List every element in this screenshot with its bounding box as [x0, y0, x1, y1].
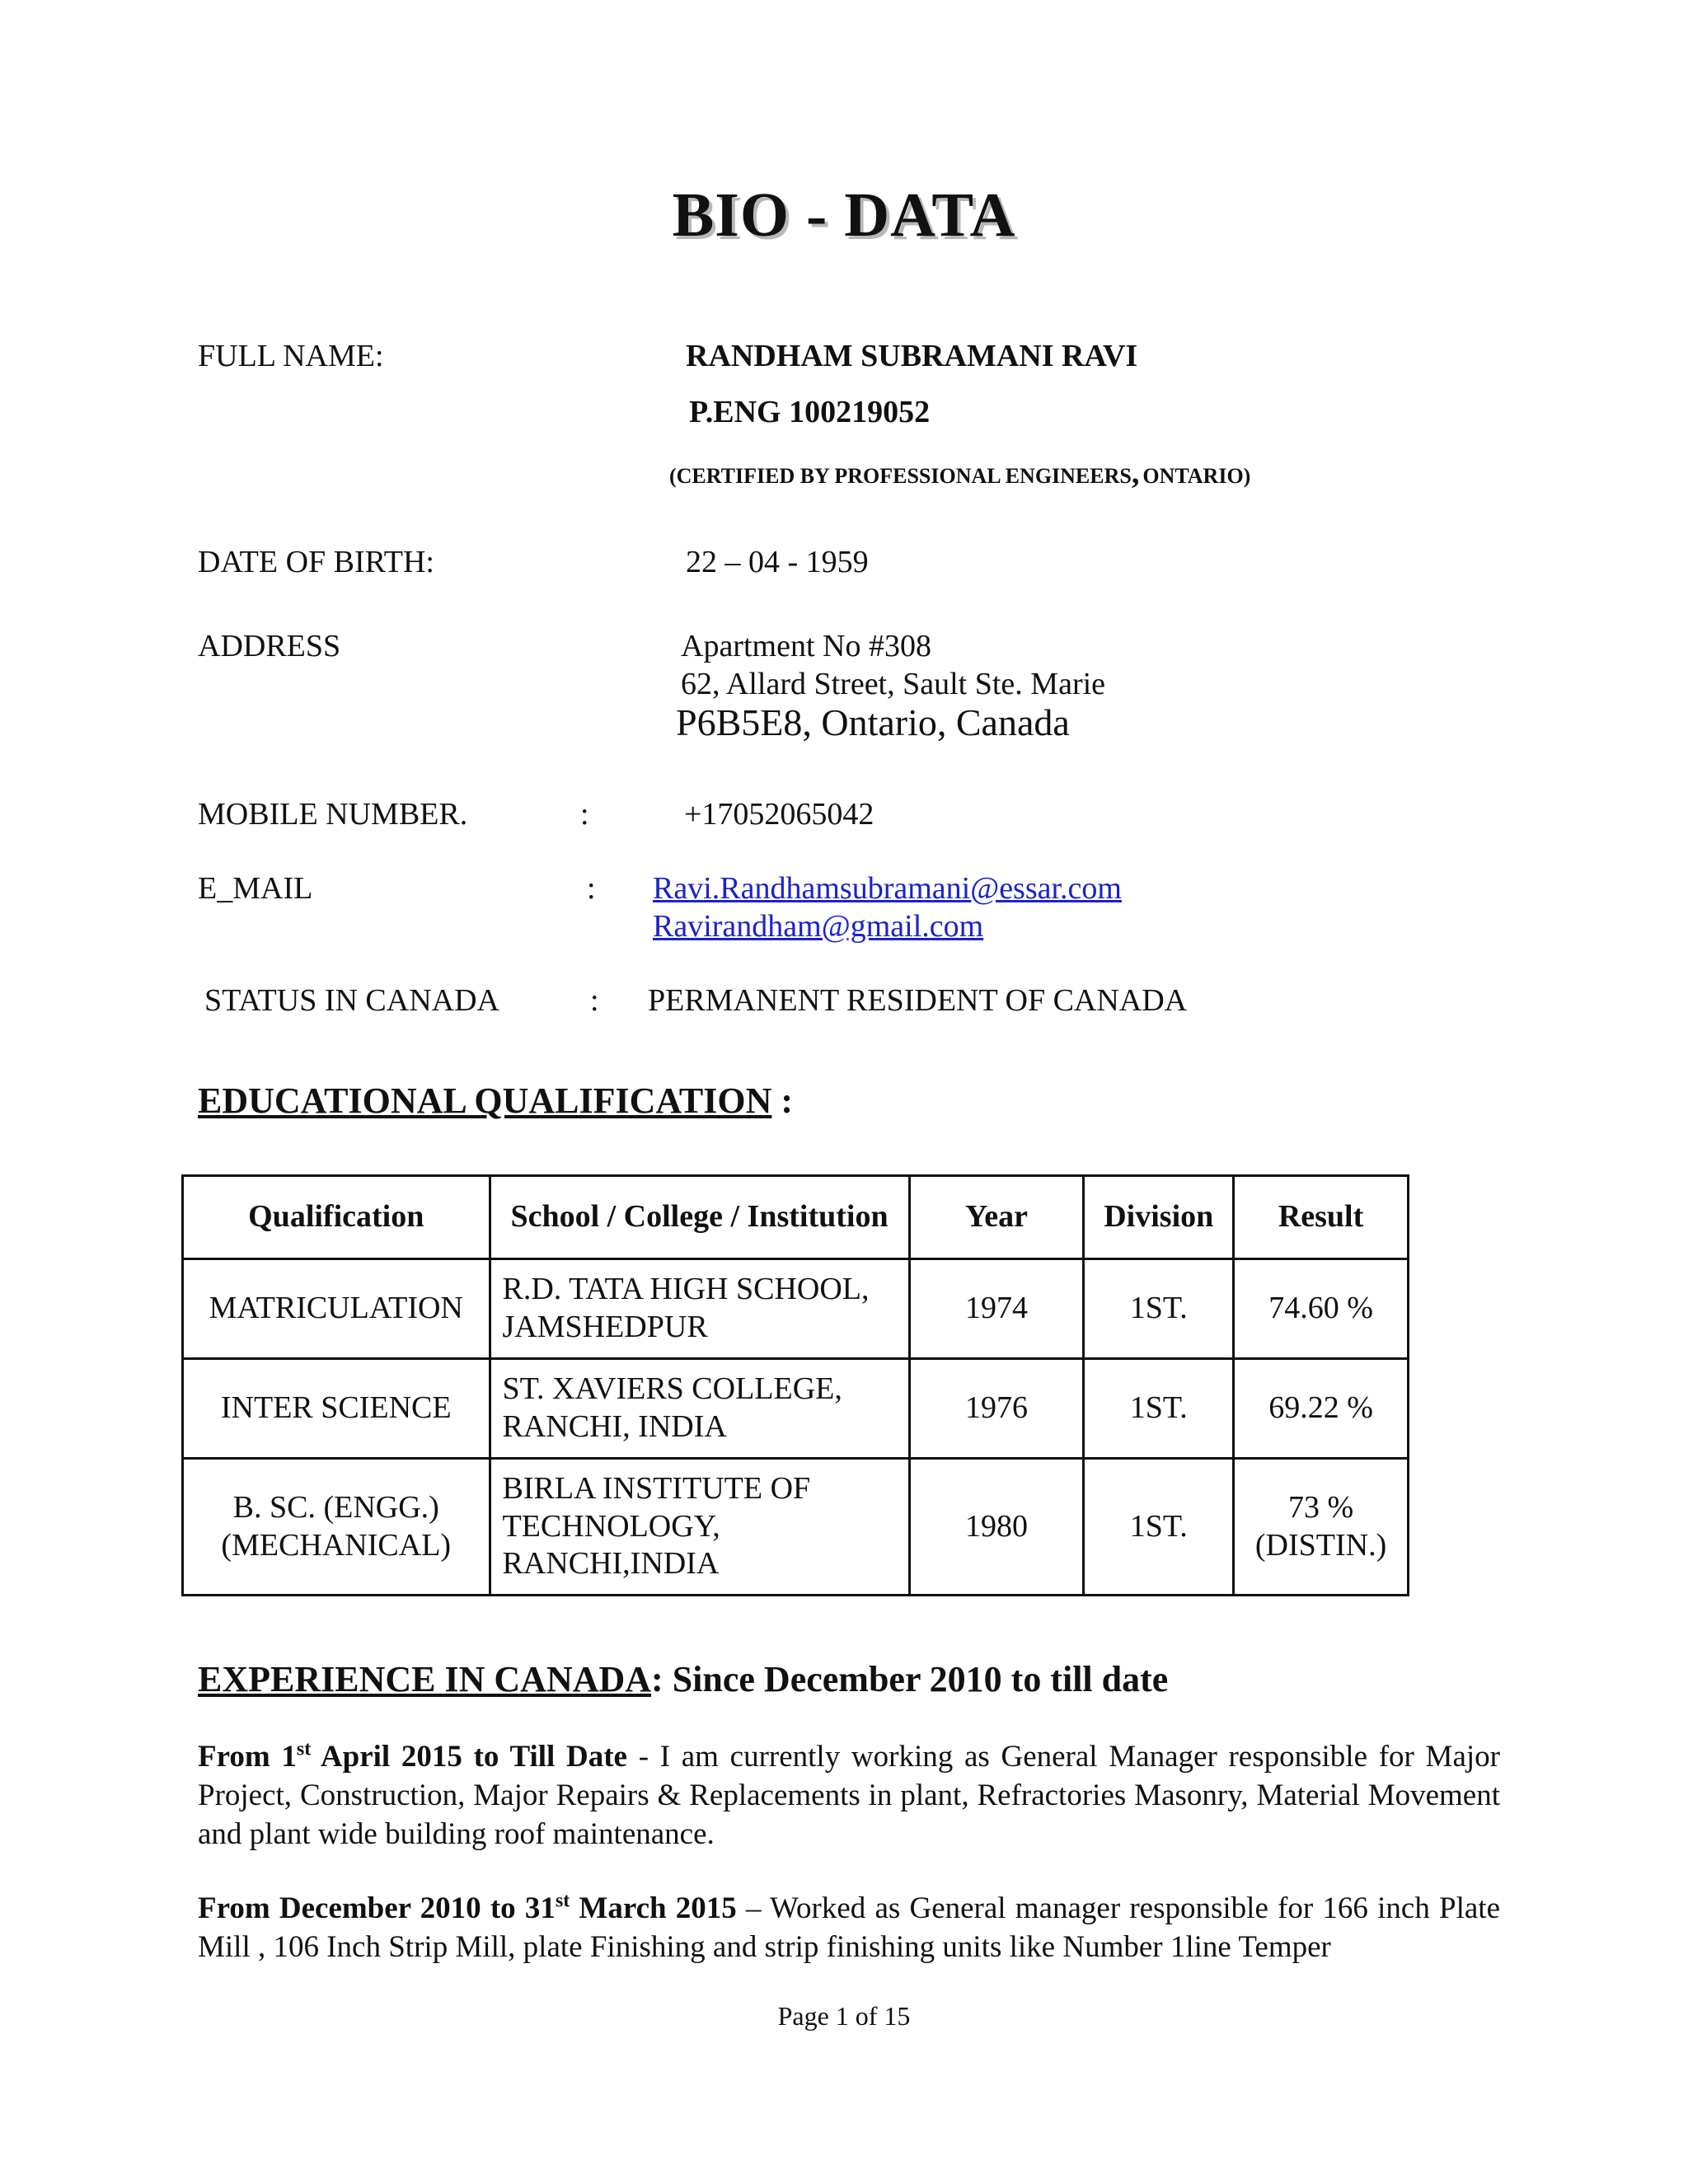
status-label: STATUS IN CANADA [204, 983, 499, 1018]
page-title: BIO - DATA [672, 180, 1016, 250]
status-colon: : [590, 983, 599, 1018]
cell-school: ST. XAVIERS COLLEGE, RANCHI, INDIA [490, 1359, 909, 1459]
address-line-1: Apartment No #308 [681, 629, 931, 663]
experience-paragraph-1 [198, 1737, 1500, 1854]
mobile-colon: : [580, 797, 589, 832]
cell-division: 1ST. [1084, 1259, 1234, 1359]
cell-division: 1ST. [1084, 1459, 1234, 1596]
cell-qualification: MATRICULATION [183, 1259, 490, 1359]
table-row [183, 1259, 1409, 1359]
experience-paragraph-2 [198, 1889, 1500, 1966]
table-row [183, 1459, 1409, 1596]
cell-year: 1976 [909, 1359, 1084, 1459]
full-name-label: FULL NAME: [198, 339, 384, 373]
page-footer: Page 1 of 15 [777, 2001, 911, 2031]
header-year: Year [909, 1176, 1084, 1259]
dob-label: DATE OF BIRTH: [198, 545, 434, 579]
address-label: ADDRESS [198, 629, 341, 663]
p2-lead-b: March 2015 [570, 1891, 737, 1925]
cell-school: BIRLA INSTITUTE OF TECHNOLOGY, RANCHI,INDIA [490, 1459, 909, 1596]
email-colon: : [587, 871, 596, 906]
header-qualification: Qualification [183, 1176, 490, 1259]
certification-comma: , [1131, 456, 1140, 490]
cell-result: 69.22 % [1234, 1359, 1409, 1459]
status-value: PERMANENT RESIDENT OF CANADA [648, 983, 1188, 1018]
cell-result: 74.60 % [1234, 1259, 1409, 1359]
dob-value: 22 – 04 - 1959 [686, 545, 869, 579]
header-division: Division [1084, 1176, 1234, 1259]
experience-heading [198, 1658, 1168, 1700]
p1-lead-b: April 2015 to Till Date [311, 1740, 627, 1774]
address-line-2: 62, Allard Street, Sault Ste. Marie [681, 667, 1106, 701]
p2-sup: st [555, 1890, 570, 1912]
mobile-value: +17052065042 [684, 797, 874, 832]
cell-year: 1980 [909, 1459, 1084, 1596]
p2-text: – Worked as General manager responsible for 166 inch Plate Mill , 106 Inch Strip Mill, plate Finishing and strip finishing units like Number 1line Temper [198, 1891, 1500, 1964]
experience-heading-text: EXPERIENCE IN CANADA [198, 1659, 652, 1699]
mobile-label: MOBILE NUMBER. [198, 797, 468, 832]
cell-school: R.D. TATA HIGH SCHOOL, JAMSHEDPUR [490, 1259, 909, 1359]
education-heading-text: EDUCATIONAL QUALIFICATION [198, 1080, 772, 1121]
email-link-secondary[interactable]: Ravirandham@gmail.com [653, 909, 984, 944]
experience-heading-suffix: : Since December 2010 to till date [651, 1659, 1169, 1699]
p2-lead-a: From December 2010 to 31 [198, 1891, 556, 1925]
certification-note [669, 455, 1250, 491]
p1-sup: st [296, 1738, 312, 1760]
certification-note-text: (CERTIFIED BY PROFESSIONAL ENGINEERS [669, 464, 1132, 488]
education-heading [198, 1080, 793, 1122]
cell-qualification: INTER SCIENCE [183, 1359, 490, 1459]
education-heading-suffix: : [771, 1080, 794, 1121]
cell-division: 1ST. [1084, 1359, 1234, 1459]
cell-year: 1974 [909, 1259, 1084, 1359]
p1-lead-a: From 1 [198, 1740, 297, 1774]
cell-result: 73 % (DISTIN.) [1234, 1459, 1409, 1596]
peng-number: P.ENG 100219052 [689, 395, 931, 429]
table-row [183, 1359, 1409, 1459]
certification-province: ONTARIO) [1142, 464, 1251, 488]
cell-qualification: B. SC. (ENGG.) (MECHANICAL) [183, 1459, 490, 1596]
email-label: E_MAIL [198, 871, 313, 906]
education-table [181, 1174, 1409, 1596]
p1-text: - I am currently working as General Manager responsible for Major Project, Construction, Major Repairs & Replacements in plant, Refractories Masonry, Material Movement and plant wide building roof maintenance. [198, 1740, 1500, 1851]
header-result: Result [1234, 1176, 1409, 1259]
email-link-primary[interactable]: Ravi.Randhamsubramani@essar.com [653, 871, 1122, 906]
full-name-value: RANDHAM SUBRAMANI RAVI [686, 339, 1138, 373]
table-header-row [183, 1176, 1409, 1259]
address-line-3: P6B5E8, Ontario, Canada [676, 701, 1070, 743]
header-school: School / College / Institution [490, 1176, 909, 1259]
